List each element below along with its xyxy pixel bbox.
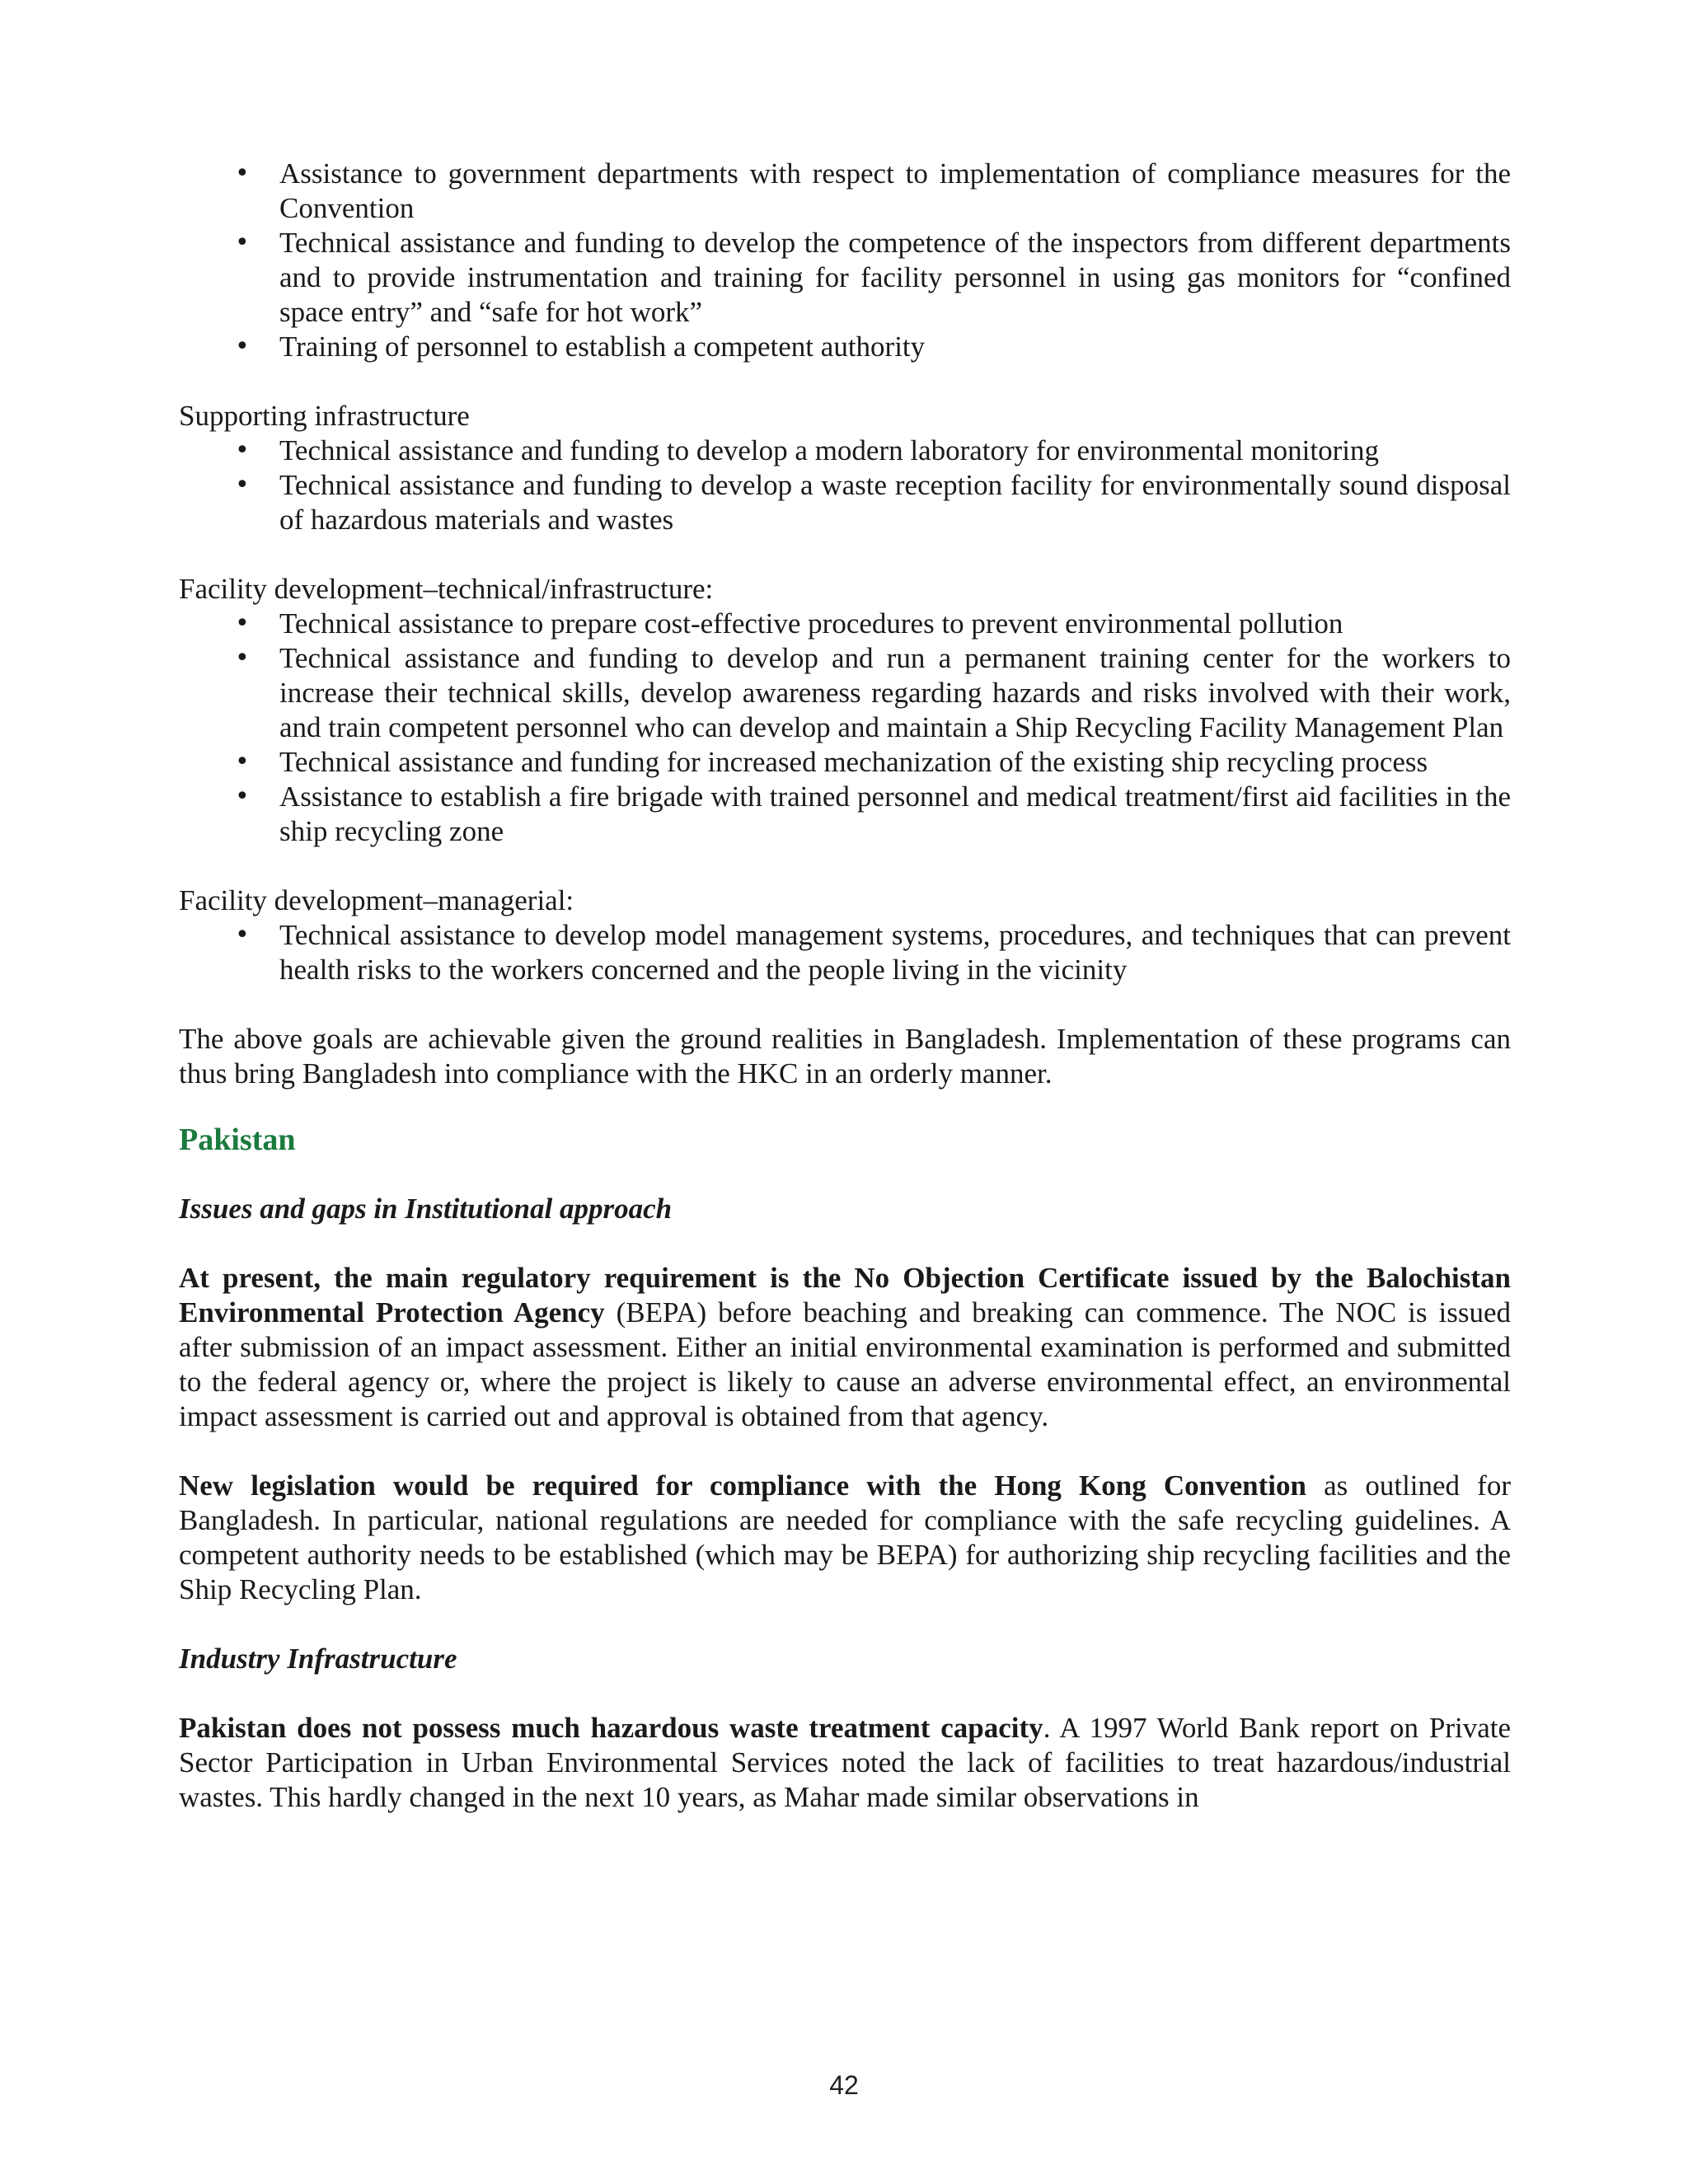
facility-managerial-bullet-list xyxy=(179,918,1511,987)
list-item: • Assistance to government departments with respect to implementation of compliance measures for the Convention xyxy=(179,157,1511,226)
paragraph-lead-bold: Pakistan does not possess much hazardous waste treatment capacity xyxy=(179,1712,1043,1744)
page-number: 42 xyxy=(829,2070,859,2100)
section-heading-pakistan: Pakistan xyxy=(179,1122,296,1157)
paragraph-text: as outlined for Bangladesh. In particular, national regulations are needed for compliance with the safe recycling guidelines. A competent authority needs to be established (which may be BEPA) for authorizing ship recycling facilities and the Ship Recycling Plan. xyxy=(179,1469,1511,1605)
section-label-facility-managerial: Facility development–managerial: xyxy=(179,884,574,916)
paragraph-text: . A 1997 World Bank report on Private Sector Participation in Urban Environmental Services noted the lack of facilities to treat hazardous/industrial wastes. This hardly changed in the next 10 years, as Mahar made similar observations in xyxy=(179,1712,1511,1813)
list-item: • Technical assistance to develop model management systems, procedures, and techniques that can prevent health risks to the workers concerned and the people living in the vicinity xyxy=(179,918,1511,987)
list-item: • Technical assistance and funding to develop and run a permanent training center for the workers to increase their technical skills, develop awareness regarding hazards and risks involved with their work, and train competent personnel who can develop and maintain a Ship Recycling Facility Management Plan xyxy=(179,641,1511,745)
subheading-industry-infrastructure: Industry Infrastructure xyxy=(179,1643,457,1675)
paragraph-regulatory xyxy=(179,1261,1511,1434)
list-item: • Technical assistance and funding for increased mechanization of the existing ship recycling process xyxy=(179,745,1511,780)
list-item: • Technical assistance and funding to develop the competence of the inspectors from different departments and to provide instrumentation and training for facility personnel in using gas monitors for “confined space entry” and “safe for hot work” xyxy=(179,226,1511,330)
list-item: • Technical assistance to prepare cost-effective procedures to prevent environmental pollution xyxy=(179,607,1511,641)
paragraph-lead-bold: New legislation would be required for compliance with the Hong Kong Convention xyxy=(179,1469,1306,1502)
section-label-supporting: Supporting infrastructure xyxy=(179,400,470,432)
list-item: • Training of personnel to establish a competent authority xyxy=(179,330,1511,364)
supporting-bullet-list xyxy=(179,434,1511,537)
conclusion-paragraph: The above goals are achievable given the ground realities in Bangladesh. Implementation of these programs can thus bring Bangladesh into compliance with the HKC in an orderly manner. xyxy=(179,1023,1511,1090)
paragraph-waste-capacity xyxy=(179,1711,1511,1815)
paragraph-legislation xyxy=(179,1469,1511,1607)
list-item: • Technical assistance and funding to develop a modern laboratory for environmental monitoring xyxy=(179,434,1511,468)
facility-technical-bullet-list xyxy=(179,607,1511,849)
list-item: • Assistance to establish a fire brigade with trained personnel and medical treatment/first aid facilities in the ship recycling zone xyxy=(179,780,1511,849)
intro-bullet-list xyxy=(179,157,1511,364)
paragraph-lead-bold: At present, the main regulatory requirement is the No Objection Certificate issued by the Balochistan Environmental Protection Agency xyxy=(179,1262,1511,1329)
subheading-issues: Issues and gaps in Institutional approach xyxy=(179,1193,673,1225)
paragraph-text: (BEPA) before beaching and breaking can commence. The NOC is issued after submission of an impact assessment. Either an initial environmental examination is performed and submitted to the federal agency or, where the project is likely to cause an adverse environmental effect, an environmental impact assessment is carried out and approval is obtained from that agency. xyxy=(179,1296,1512,1432)
page-body xyxy=(179,157,1511,1815)
section-label-facility-technical: Facility development–technical/infrastructure: xyxy=(179,573,714,605)
list-item: • Technical assistance and funding to develop a waste reception facility for environmentally sound disposal of hazardous materials and wastes xyxy=(179,468,1511,537)
